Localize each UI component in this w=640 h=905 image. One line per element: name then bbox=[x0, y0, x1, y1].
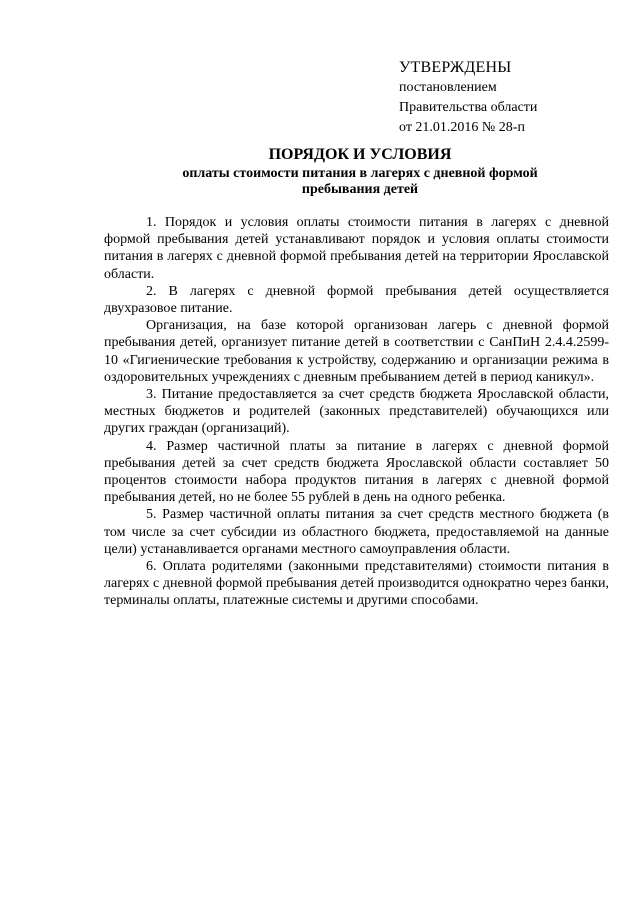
paragraph-2: 2. В лагерях с дневной формой пребывания детей осуществляется двухразовое питание. bbox=[104, 283, 609, 317]
paragraph-5: 5. Размер частичной оплаты питания за счет средств местного бюджета (в том числе за счет субсидии из областного бюджета, предоставляемой на данные цели) устанавливается органами местного самоуправления области. bbox=[104, 507, 609, 557]
paragraph-1: 1. Порядок и условия оплаты стоимости питания в лагерях с дневной формой пребывания детей устанавливают порядок и условия оплаты стоимости питания в лагерях с дневной формой пребывания детей на территории Ярославской области. bbox=[104, 215, 609, 282]
approval-title: УТВЕРЖДЕНЫ bbox=[399, 59, 512, 76]
paragraph-2-continued: Организация, на базе которой организован лагерь с дневной формой пребывания детей, организует питание детей в соответствии с СанПиН 2.4.4.2599-10 «Гигиенические требования к устройству, содержанию и организации режима в оздоровительных учреждениях с дневным пребыванием детей в период каникул». bbox=[104, 318, 609, 385]
approval-block bbox=[399, 58, 619, 138]
approval-line-1: постановлением bbox=[399, 80, 497, 95]
paragraph-3: 3. Питание предоставляется за счет средств бюджета Ярославской области, местных бюджетов и родителей (законных представителей) обучающихся или других граждан (организаций). bbox=[104, 387, 609, 437]
document-body bbox=[104, 214, 609, 610]
approval-line-2: Правительства области bbox=[399, 100, 538, 115]
approval-line-3: от 21.01.2016 № 28-п bbox=[399, 120, 525, 135]
document-subtitle: оплаты стоимости питания в лагерях с дневной формой пребывания детей bbox=[182, 166, 538, 197]
document-title: ПОРЯДОК И УСЛОВИЯ bbox=[268, 146, 452, 163]
paragraph-6: 6. Оплата родителями (законными представителями) стоимости питания в лагерях с дневной формой пребывания детей производится однократно через банки, терминалы оплаты, платежные системы и другими способами. bbox=[104, 559, 609, 609]
paragraph-4: 4. Размер частичной платы за питание в лагерях с дневной формой пребывания детей за счет средств бюджета Ярославской области составляет 50 процентов стоимости набора продуктов питания в лагерях с дневной формой пребывания детей, но не более 55 рублей в день на одного ребенка. bbox=[104, 438, 609, 506]
